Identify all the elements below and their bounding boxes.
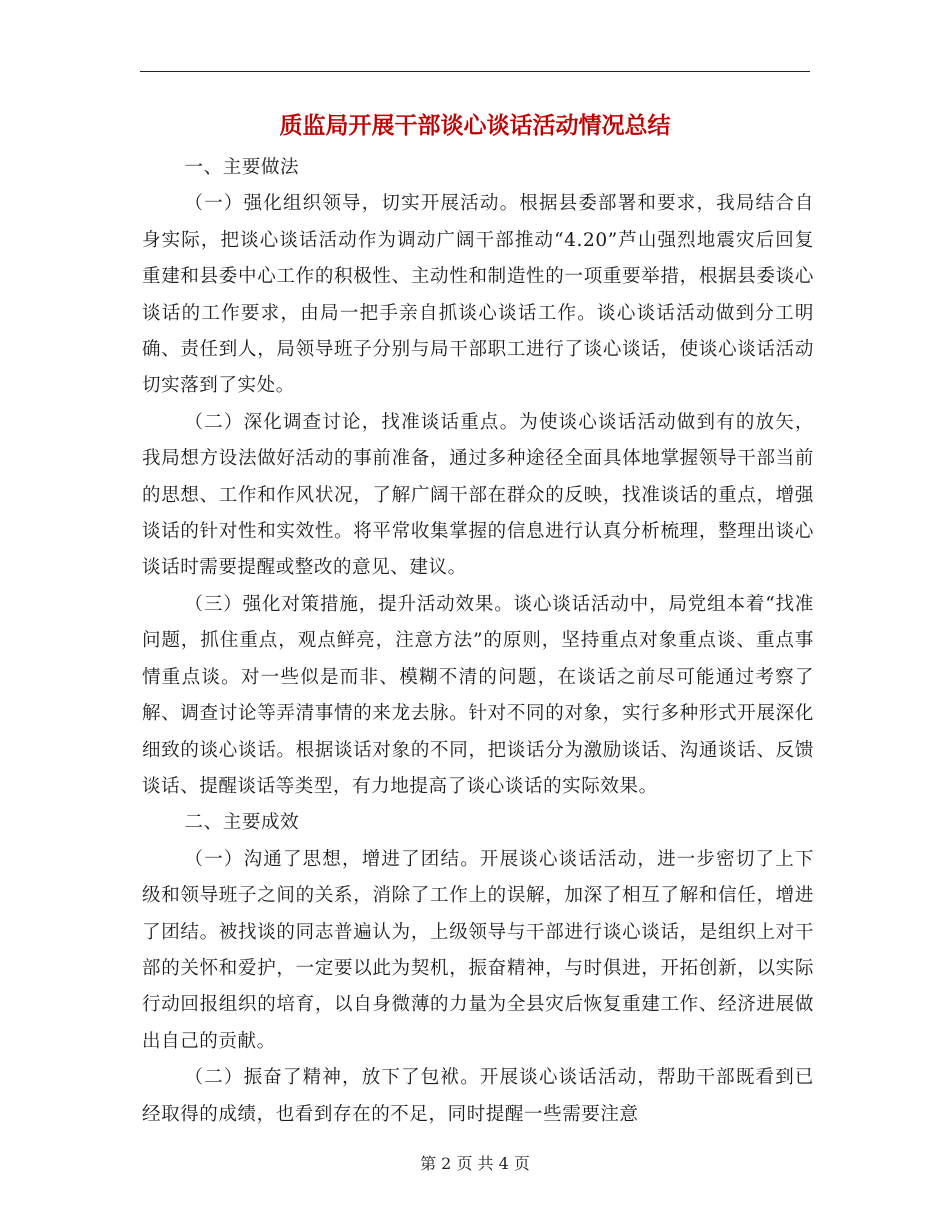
- paragraph: （一）强化组织领导，切实开展活动。根据县委部署和要求，我局结合自身实际，把谈心谈话活动作为调动广阔干部推动“4.20”芦山强烈地震灾后回复重建和县委中心工作的积极性、主动性和制造性的一项重要举措，根据县委谈心谈话的工作要求，由局一把手亲自抓谈心谈话工作。谈心谈话活动做到分工明确、责任到人，局领导班子分别与局干部职工进行了谈心谈话，使谈心谈话活动切实落到了实处。: [142, 193, 814, 397]
- paragraph: （一）沟通了思想，增进了团结。开展谈心谈话活动，进一步密切了上下级和领导班子之间的关系，消除了工作上的误解，加深了相互了解和信任，增进了团结。被找谈的同志普遍认为，上级领导与干部进行谈心谈话，是组织上对干部的关怀和爱护，一定要以此为契机，振奋精神，与时俱进，开拓创新，以实际行动回报组织的培育，以自身微薄的力量为全县灾后恢复重建工作、经济进展做出自己的贡献。: [142, 848, 814, 1052]
- paragraph: （二）深化调查讨论，找准谈话重点。为使谈心谈话活动做到有的放矢，我局想方设法做好活动的事前准备，通过多种途径全面具体地掌握领导干部当前的思想、工作和作风状况，了解广阔干部在群众的反映，找准谈话的重点，增强谈话的针对性和实效性。将平常收集掌握的信息进行认真分析梳理，整理出谈心谈话时需要提醒或整改的意见、建议。: [142, 411, 814, 579]
- heading-main-results: 二、主要成效: [184, 812, 300, 834]
- document-body: [142, 150, 814, 1133]
- header-rule: [140, 71, 810, 72]
- paragraph: （二）振奋了精神，放下了包袱。开展谈心谈话活动，帮助干部既看到已经取得的成绩，也看到存在的不足，同时提醒一些需要注意: [142, 1067, 814, 1125]
- page-number: 第 2 页 共 4 页: [420, 1154, 530, 1173]
- heading-main-practices: 一、主要做法: [184, 157, 300, 178]
- document-title: 质监局开展干部谈心谈话活动情况总结: [279, 113, 671, 139]
- paragraph: （三）强化对策措施，提升活动效果。谈心谈话活动中，局党组本着“找准问题，抓住重点，观点鲜亮，注意方法”的原则，坚持重点对象重点谈、重点事情重点谈。对一些似是而非、模糊不清的问题，在谈话之前尽可能通过考察了解、调查讨论等弄清事情的来龙去脉。针对不同的对象，实行多种形式开展深化细致的谈心谈话。根据谈话对象的不同，把谈话分为激励谈话、沟通谈话、反馈谈话、提醒谈话等类型，有力地提高了谈心谈话的实际效果。: [142, 593, 814, 797]
